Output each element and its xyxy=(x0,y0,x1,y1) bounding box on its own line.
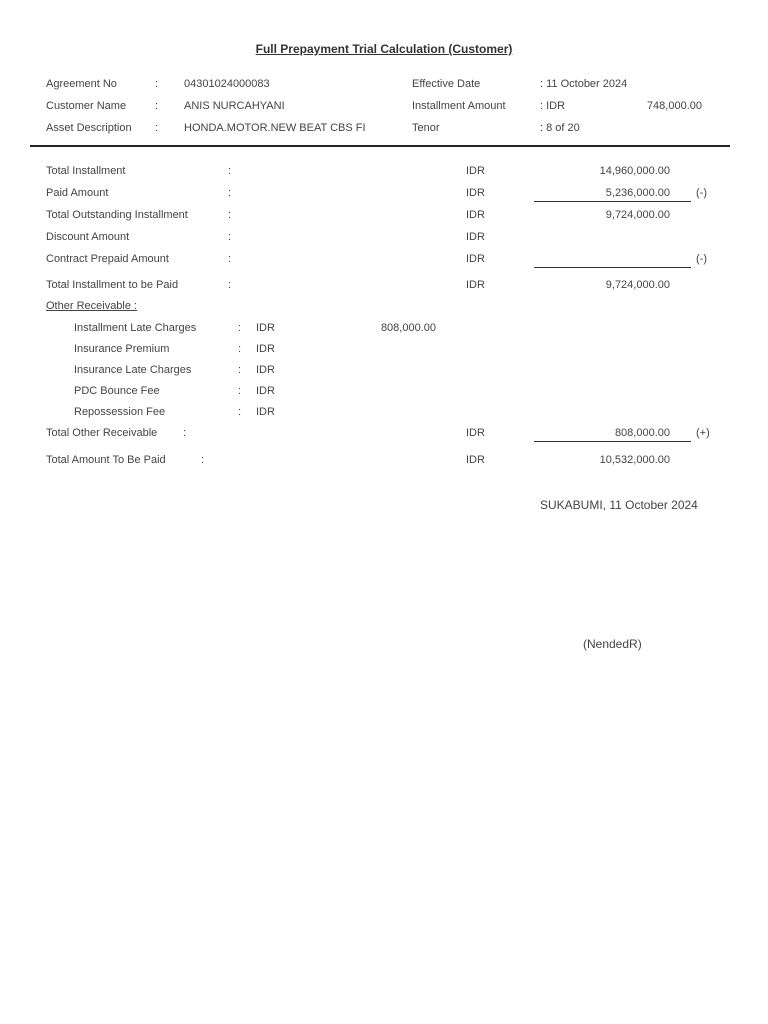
currency: IDR xyxy=(466,165,485,177)
other-receivable-heading: Other Receivable : xyxy=(46,300,138,312)
minus-sign: (-) xyxy=(696,253,707,265)
currency: IDR xyxy=(466,253,485,265)
total-to-be-paid-value: 9,724,000.00 xyxy=(605,279,670,291)
total-other-receivable-value: 808,000.00 xyxy=(614,427,670,439)
colon: : xyxy=(155,100,159,112)
total-installment-label: Total Installment xyxy=(46,165,126,177)
colon: : xyxy=(228,209,232,221)
pdc-bounce-fee-label: PDC Bounce Fee xyxy=(74,385,160,397)
colon: : xyxy=(183,427,187,439)
customer-name-value: ANIS NURCAHYANI xyxy=(184,100,285,112)
colon: : xyxy=(228,187,232,199)
subtotal-line xyxy=(534,267,691,268)
installment-currency: : IDR xyxy=(540,100,566,112)
currency: IDR xyxy=(466,209,485,221)
installment-amount-label: Installment Amount xyxy=(412,100,506,112)
paid-amount-label: Paid Amount xyxy=(46,187,109,199)
repossession-fee-label: Repossession Fee xyxy=(74,406,166,418)
page-title: Full Prepayment Trial Calculation (Customer) xyxy=(255,42,513,56)
plus-sign: (+) xyxy=(696,427,710,439)
effective-date-value: : 11 October 2024 xyxy=(540,78,628,90)
tenor-value: : 8 of 20 xyxy=(540,122,580,134)
currency: IDR xyxy=(466,427,485,439)
agreement-no-label: Agreement No xyxy=(46,78,117,90)
header-divider xyxy=(30,145,730,147)
total-outstanding-value: 9,724,000.00 xyxy=(605,209,670,221)
subtotal-line xyxy=(534,441,691,442)
tenor-label: Tenor xyxy=(412,122,440,134)
place-date: SUKABUMI, 11 October 2024 xyxy=(540,498,698,512)
total-other-receivable-label: Total Other Receivable xyxy=(46,427,158,439)
colon: : xyxy=(238,364,242,376)
total-amount-label: Total Amount To Be Paid xyxy=(46,454,166,466)
colon: : xyxy=(238,343,242,355)
asset-description-label: Asset Description xyxy=(46,122,132,134)
agreement-no-value: 04301024000083 xyxy=(184,78,270,90)
currency: IDR xyxy=(466,454,485,466)
currency: IDR xyxy=(256,343,275,355)
late-charges-label: Installment Late Charges xyxy=(74,322,197,334)
currency: IDR xyxy=(466,279,485,291)
late-charges-value: 808,000.00 xyxy=(380,322,436,334)
currency: IDR xyxy=(256,406,275,418)
insurance-late-charges-label: Insurance Late Charges xyxy=(74,364,192,376)
colon: : xyxy=(155,122,159,134)
signatory: (NendedR) xyxy=(583,637,642,651)
minus-sign: (-) xyxy=(696,187,707,199)
colon: : xyxy=(201,454,205,466)
colon: : xyxy=(238,385,242,397)
currency: IDR xyxy=(466,187,485,199)
currency: IDR xyxy=(256,364,275,376)
installment-amount-value: 748,000.00 xyxy=(646,100,702,112)
contract-prepaid-label: Contract Prepaid Amount xyxy=(46,253,169,265)
colon: : xyxy=(228,165,232,177)
colon: : xyxy=(155,78,159,90)
subtotal-line xyxy=(534,201,691,202)
colon: : xyxy=(238,406,242,418)
currency: IDR xyxy=(256,322,275,334)
total-outstanding-label: Total Outstanding Installment xyxy=(46,209,188,221)
total-amount-value: 10,532,000.00 xyxy=(599,454,670,466)
customer-name-label: Customer Name xyxy=(46,100,127,112)
effective-date-label: Effective Date xyxy=(412,78,481,90)
total-installment-value: 14,960,000.00 xyxy=(599,165,670,177)
discount-amount-label: Discount Amount xyxy=(46,231,130,243)
colon: : xyxy=(228,231,232,243)
currency: IDR xyxy=(466,231,485,243)
colon: : xyxy=(228,279,232,291)
insurance-premium-label: Insurance Premium xyxy=(74,343,170,355)
total-to-be-paid-label: Total Installment to be Paid xyxy=(46,279,179,291)
asset-description-value: HONDA.MOTOR.NEW BEAT CBS FI xyxy=(184,122,366,134)
colon: : xyxy=(238,322,242,334)
paid-amount-value: 5,236,000.00 xyxy=(605,187,670,199)
colon: : xyxy=(228,253,232,265)
currency: IDR xyxy=(256,385,275,397)
